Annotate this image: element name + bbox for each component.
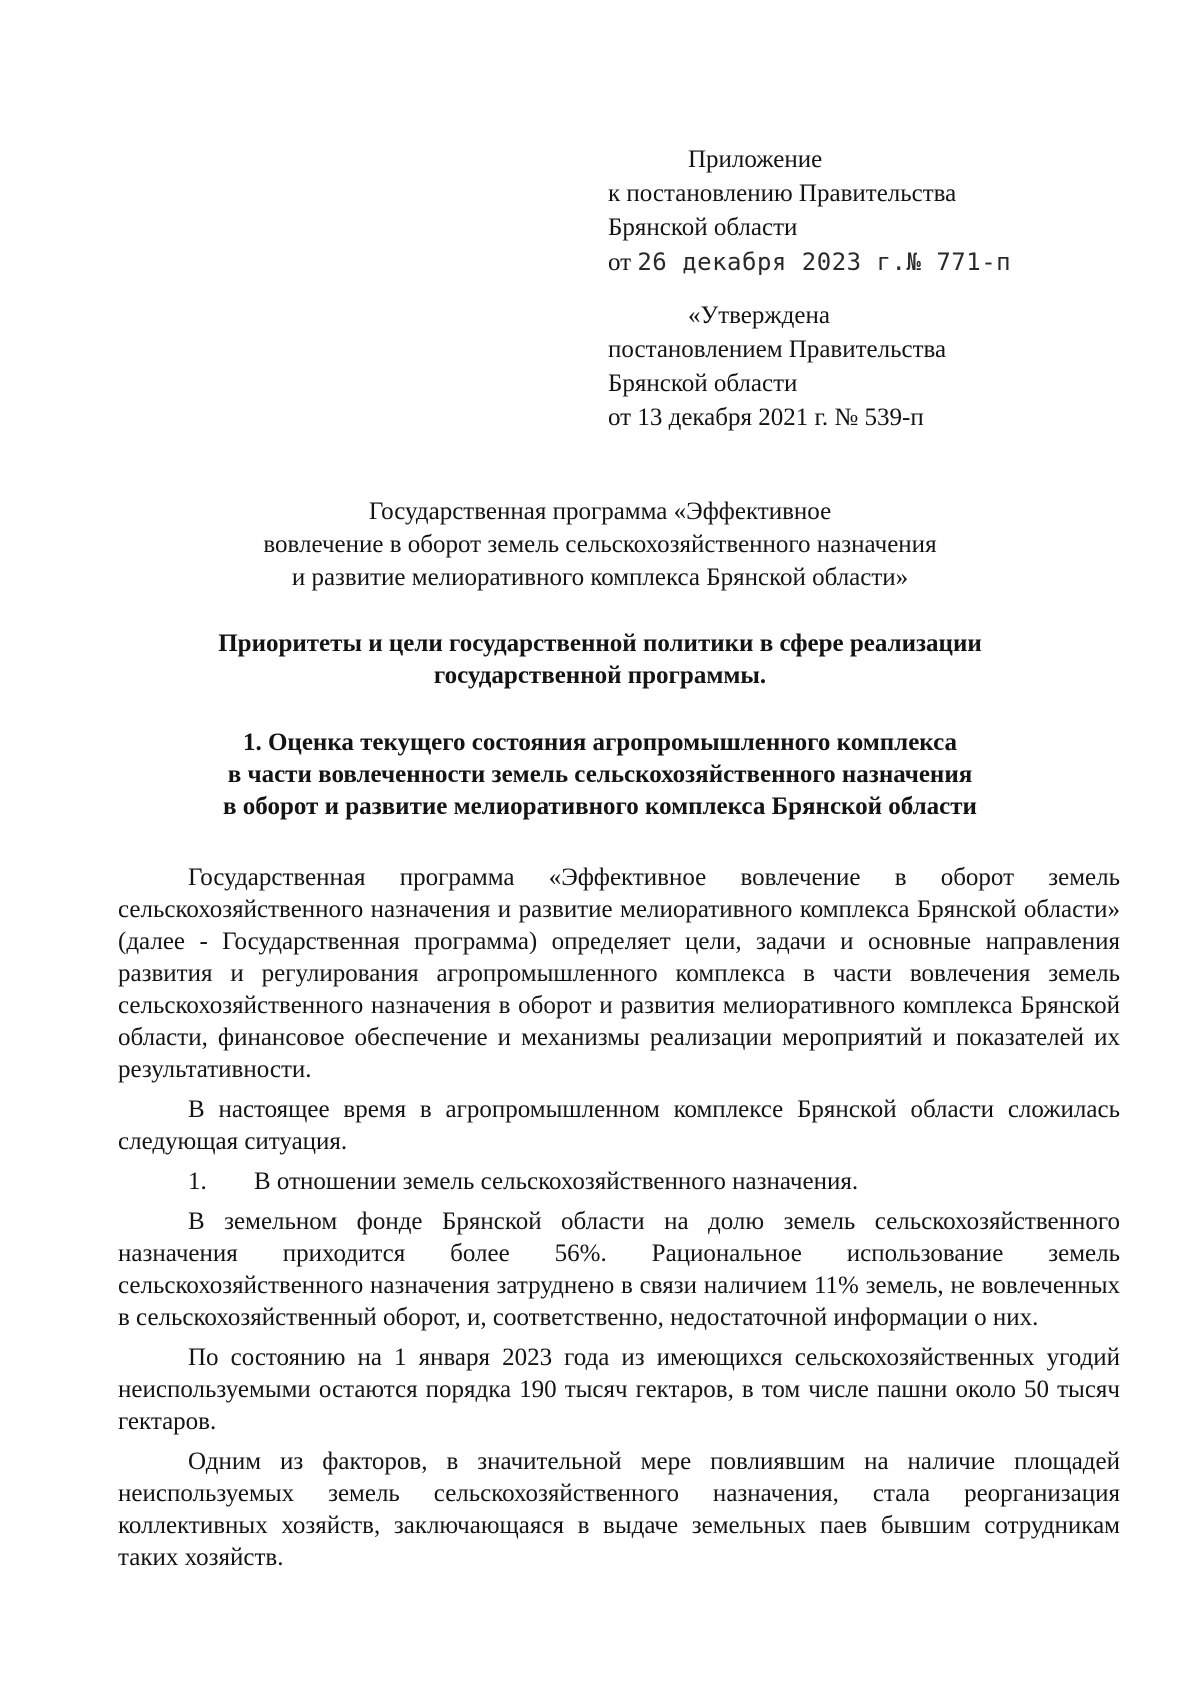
section-heading <box>160 727 1040 823</box>
paragraph: Одним из факторов, в значительной мере повлиявшим на наличие площадей неиспользуемых земель сельскохозяйственного назначения, стала реорганизация коллективных хозяйств, заключающаяся в выдаче земельных паев бывшим сотрудникам таких хозяйств. <box>118 1448 1120 1571</box>
program-title-line: Государственная программа «Эффективное <box>368 498 832 525</box>
approved-resolution: постановлением Правительства <box>608 336 947 363</box>
paragraph: По состоянию на 1 января 2023 года из имеющихся сельскохозяйственных угодий неиспользуемыми остаются порядка 190 тысяч гектаров, в том числе пашни около 50 тысяч гектаров. <box>118 1344 1120 1435</box>
appendix-label: Приложение <box>688 146 823 173</box>
section-heading-line: 1. Оценка текущего состояния агропромышленного комплекса <box>242 729 957 756</box>
appendix-date-prefix: от <box>608 249 632 276</box>
priorities-heading-line: Приоритеты и цели государственной политики в сфере реализации <box>218 630 982 657</box>
section-heading-line: в части вовлеченности земель сельскохозяйственного назначения <box>227 761 973 788</box>
body-text <box>118 862 1120 1582</box>
program-title <box>160 495 1040 594</box>
paragraph: В настоящее время в агропромышленном комплексе Брянской области сложилась следующая ситуация. <box>118 1096 1120 1155</box>
appendix-region: Брянской области <box>608 214 798 241</box>
paragraph: Государственная программа «Эффективное вовлечение в оборот земель сельскохозяйственного назначения и развитие мелиоративного комплекса Брянской области» (далее - Государственная программа) определяет цели, задачи и основные направления развития и регулирования агропромышленного комплекса в части вовлечения земель сельскохозяйственного назначения в оборот и развития мелиоративного комплекса Брянской области, финансовое обеспечение и механизмы реализации мероприятий и показателей их результативности. <box>118 864 1120 1083</box>
numbered-item-number: 1. <box>188 1168 207 1195</box>
approved-region: Брянской области <box>608 370 798 397</box>
appendix-date-line <box>608 245 1011 280</box>
program-title-line: вовлечение в оборот земель сельскохозяйственного назначения <box>263 531 937 558</box>
priorities-heading <box>160 628 1040 692</box>
appendix-block <box>608 143 1011 280</box>
section-heading-line: в оборот и развитие мелиоративного комплекса Брянской области <box>223 793 977 820</box>
priorities-heading-line: государственной программы. <box>433 662 767 689</box>
numbered-item <box>118 1166 1120 1198</box>
approved-date: от 13 декабря 2021 г. № 539-п <box>608 404 924 431</box>
appendix-date-typed: 26 декабря 2023 г.№ 771-п <box>637 248 1012 276</box>
numbered-item-text: В отношении земель сельскохозяйственного назначения. <box>254 1168 859 1195</box>
approved-block <box>608 299 946 435</box>
paragraph: В земельном фонде Брянской области на долю земель сельскохозяйственного назначения приходится более 56%. Рациональное использование земель сельскохозяйственного назначения затруднено в связи наличием 11% земель, не вовлеченных в сельскохозяйственный оборот, и, соответственно, недостаточной информации о них. <box>118 1208 1120 1331</box>
program-title-line: и развитие мелиоративного комплекса Брянской области» <box>291 564 909 591</box>
appendix-resolution: к постановлению Правительства <box>608 180 957 207</box>
approved-label: «Утверждена <box>688 302 830 329</box>
